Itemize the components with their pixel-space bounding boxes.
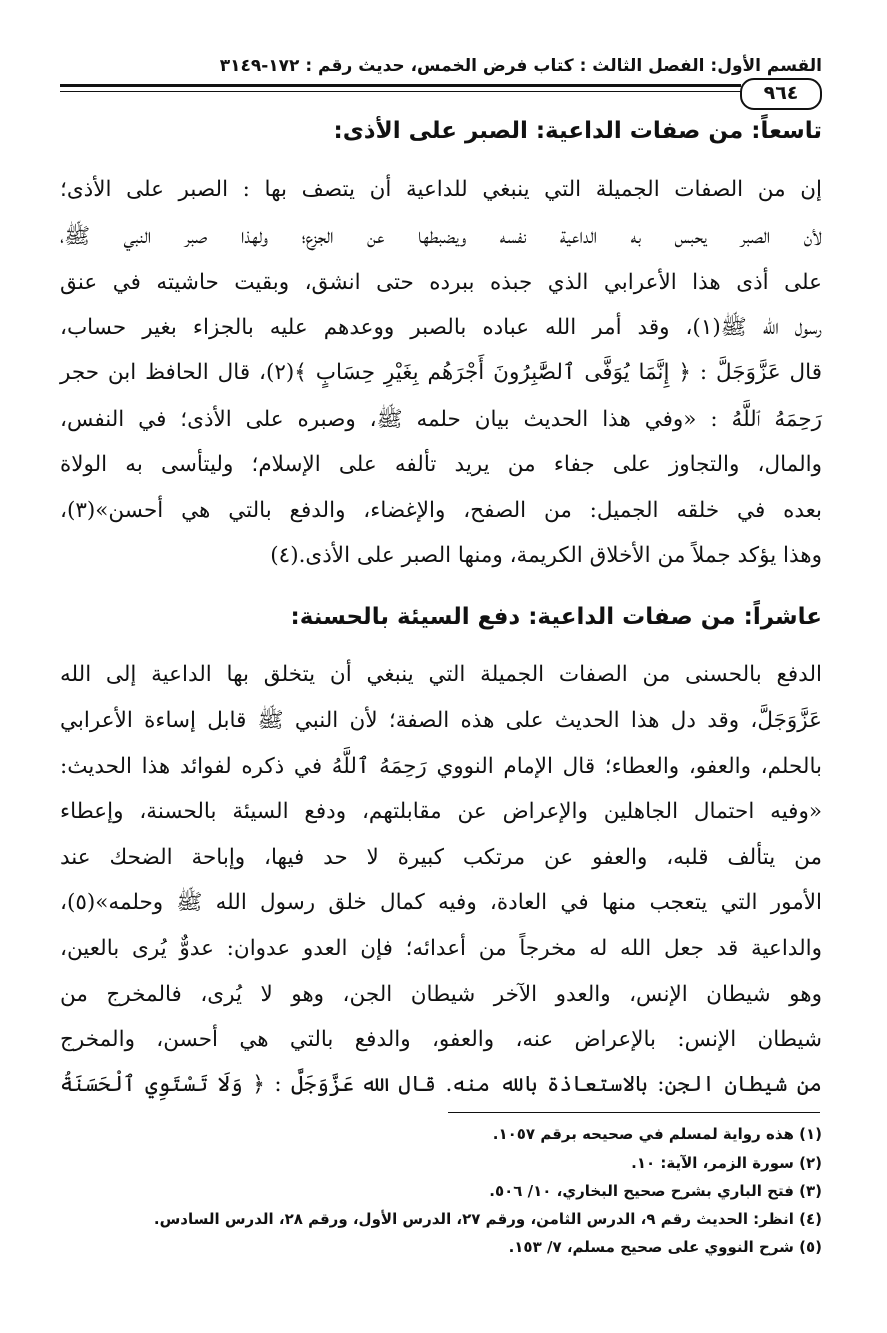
paragraph-line: وهو شيطان الإنس، والعدو الآخر شيطان الجن، وهو لا يُرى، فالمخرج من: [60, 982, 822, 1007]
paragraph-line: لأن الصبر يحبس به الداعية نفسه ويضبطها عن الجزع؛ ولهذا صبر النبي ﷺ،: [60, 224, 822, 249]
footnote-rule: [448, 1112, 820, 1113]
paragraph-line: على أذى هذا الأعرابي الذي جبذه ببرده حتى انشق، وبقيت حاشيته في عنق: [60, 270, 822, 295]
section-heading-patience: تاسعاً: من صفات الداعية: الصبر على الأذى:: [333, 118, 822, 144]
paragraph-line: الأمور التي يتعجب منها في العادة، وفيه كمال خلق رسول الله ﷺ وحلمه»(٥)،: [60, 890, 822, 915]
footnote-5: (٥) شرح النووي على صحيح مسلم، ٧/ ١٥٣.: [508, 1238, 822, 1256]
paragraph-line: بالحلم، والعفو، والعطاء؛ قال الإمام النووي رَحِمَهُ ٱللَّهُ في ذكره لفوائد هذا الحديث:: [60, 754, 822, 779]
paragraph-line: رَحِمَهُ ٱللَّهُ : «وفي هذا الحديث بيان حلمه ﷺ، وصبره على الأذى؛ في النفس،: [60, 407, 822, 432]
header-rule-thick: [60, 84, 741, 87]
footnote-3: (٣) فتح الباري بشرح صحيح البخاري، ١٠/ ٥٠٦.: [489, 1182, 822, 1200]
footnote-1: (١) هذه رواية لمسلم في صحيحه برقم ١٠٥٧.: [492, 1125, 822, 1143]
paragraph-line: شيطان الإنس: بالإعراض عنه، والعفو، والدفع بالتي هي أحسن، والمخرج: [60, 1027, 822, 1052]
paragraph-line: «وفيه احتمال الجاهلين والإعراض عن مقابلتهم، ودفع السيئة بالحسنة، وإعطاء: [60, 799, 822, 824]
footnote-2: (٢) سورة الزمر، الآية: ١٠.: [631, 1154, 822, 1172]
paragraph-line: قال عَزَّوَجَلَّ : ﴿ إِنَّمَا يُوَفَّى ٱلصَّٰبِرُونَ أَجْرَهُم بِغَيْرِ حِسَابٍ ﴾(٢)، قال الحافظ ابن حجر: [60, 360, 822, 385]
paragraph-line: والمال، والتجاوز على جفاء من يريد تألفه على الإسلام؛ وليتأسى به الولاة: [60, 452, 822, 477]
footnote-4: (٤) انظر: الحديث رقم ٩، الدرس الثامن، ورقم ٢٧، الدرس الأول، ورقم ٢٨، الدرس السادس.: [153, 1210, 822, 1228]
paragraph-line: الدفع بالحسنى من الصفات الجميلة التي ينبغي أن يتخلق بها الداعية إلى الله: [60, 662, 822, 687]
paragraph-line: من يتألف قلبه، والعفو عن مرتكب كبيرة لا حد فيها، وإباحة الضحك عند: [60, 845, 822, 870]
section-heading-good-deeds: عاشراً: من صفات الداعية: دفع السيئة بالحسنة:: [290, 604, 822, 630]
paragraph-line: إن من الصفات الجميلة التي ينبغي للداعية أن يتصف بها : الصبر على الأذى؛: [60, 177, 822, 202]
paragraph-line: والداعية قد جعل الله له مخرجاً من أعدائه؛ فإن العدو عدوان: عدوٌّ يُرى بالعين،: [60, 936, 822, 961]
paragraph-line: عَزَّوَجَلَّ، وقد دل هذا الحديث على هذه الصفة؛ لأن النبي ﷺ قابل إساءة الأعرابي: [60, 708, 822, 733]
header-rule-thin: [60, 91, 741, 92]
paragraph-line: بعده في خلقه الجميل: من الصفح، والإغضاء، والدفع بالتي هي أحسن»(٣)،: [60, 498, 822, 523]
paragraph-line: رسول الله ﷺ(١)، وقد أمر الله عباده بالصبر ووعدهم عليه بالجزاء بغير حساب،: [60, 315, 822, 340]
page-number: ٩٦٤: [740, 78, 822, 110]
paragraph-line: من شيطان الجن: بالاستعاذة بالله منه. قال الله عَزَّوَجَلَّ : ﴿ وَلَا تَسْتَوِي ٱلْحَسَنَةُ: [60, 1072, 822, 1097]
paragraph-line: وهذا يؤكد جملاً من الأخلاق الكريمة، ومنها الصبر على الأذى.(٤): [270, 543, 822, 568]
running-head-title: القسم الأول: الفصل الثالث : كتاب فرض الخمس، حديث رقم : ١٧٢-٣١٤٩: [219, 56, 822, 76]
